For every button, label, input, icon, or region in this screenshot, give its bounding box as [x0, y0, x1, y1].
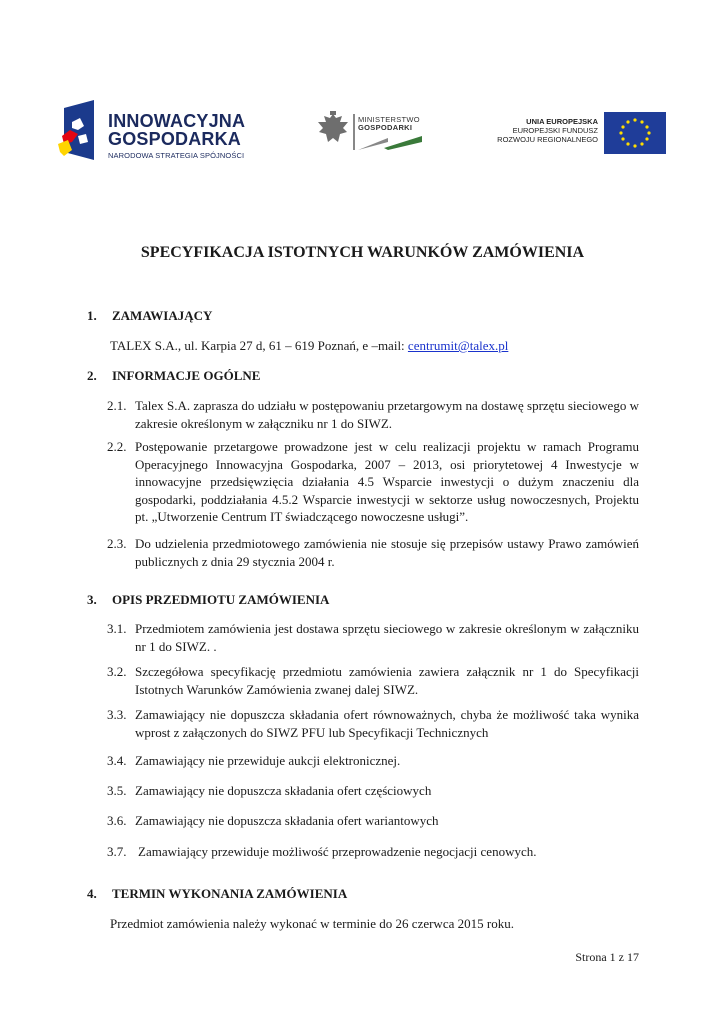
section-2-heading: [87, 368, 260, 384]
item-number: 3.3.: [107, 707, 127, 722]
logo-innowacyjna-gospodarka: [58, 98, 258, 162]
list-item: [107, 752, 639, 770]
page-number: Strona 1 z 17: [575, 950, 639, 964]
section-title: INFORMACJE OGÓLNE: [112, 368, 261, 383]
section-4-heading: [87, 886, 347, 902]
item-number: 3.1.: [107, 621, 127, 636]
eu-flag-icon: [604, 112, 666, 154]
section-1-text: [110, 337, 640, 355]
item-number: 2.1.: [107, 398, 127, 413]
document-title: SPECYFIKACJA ISTOTNYCH WARUNKÓW ZAMÓWIENIA: [140, 244, 585, 261]
list-item: [107, 812, 639, 830]
section-number: 3.: [87, 592, 97, 607]
item-number: 3.7.: [107, 844, 127, 859]
item-text: Zamawiający nie dopuszcza składania ofert wariantowych: [135, 813, 439, 828]
item-number: 3.5.: [107, 783, 127, 798]
section-title: OPIS PRZEDMIOTU ZAMÓWIENIA: [112, 592, 330, 607]
list-item: [107, 535, 639, 571]
list-item: [107, 843, 639, 861]
ig-subtitle: NARODOWA STRATEGIA SPÓJNOŚCI: [108, 151, 245, 160]
item-text: Przedmiotem zamówienia jest dostawa sprzętu sieciowego w zakresie określonym w załączniku nr 1 do SIWZ. .: [135, 621, 639, 654]
address-text: TALEX S.A., ul. Karpia 27 d, 61 – 619 Poznań, e –mail:: [110, 338, 408, 353]
list-item: [107, 706, 639, 742]
section-number: 1.: [87, 308, 97, 323]
item-text: Postępowanie przetargowe prowadzone jest w celu realizacji projektu w ramach Programu Operacyjnego Innowacyjna Gospodarka, 2007 – 2013, osi priorytetowej 4 Inwestycje w innowacyjne przedsięwzięcia działania 4.5 Wsparcie inwestycji o dużym znaczeniu dla gospodarki, poddziałania 4.5.2 Wsparcie inwestycji w sektorze usług nowoczesnych, Projektu pt. „Utworzenie Centrum IT świadczącego nowoczesne usługi”.: [135, 439, 639, 524]
ministry-line1: MINISTERSTWO: [358, 115, 420, 124]
section-4-text: Przedmiot zamówienia należy wykonać w terminie do 26 czerwca 2015 roku.: [110, 916, 514, 931]
ig-emblem-icon: [58, 100, 98, 160]
item-text: Do udzielenia przedmiotowego zamówienia nie stosuje się przepisów ustawy Prawo zamówień publicznych z dnia 29 stycznia 2004 r.: [135, 536, 639, 569]
item-text: Zamawiający nie dopuszcza składania ofert równoważnych, chyba że możliwość taka wynika wprost z załączonych do SIWZ PFU lub Specyfikacji Technicznych: [135, 707, 639, 740]
section-number: 2.: [87, 368, 97, 383]
item-number: 3.4.: [107, 753, 127, 768]
item-text: Talex S.A. zaprasza do udziału w postępowaniu przetargowym na dostawę sprzętu sieciowego w zakresie określonym w załączniku nr 1 do SIWZ.: [135, 398, 639, 431]
eu-line1: UNIA EUROPEJSKA: [526, 117, 598, 126]
polish-eagle-icon: [316, 110, 350, 150]
email-link[interactable]: centrumit@talex.pl: [407, 338, 509, 353]
list-item: [107, 663, 639, 699]
section-title: TERMIN WYKONANIA ZAMÓWIENIA: [112, 886, 348, 901]
ministry-stripes-icon: [358, 136, 422, 150]
list-item: [107, 782, 639, 800]
section-title: ZAMAWIAJĄCY: [112, 308, 213, 323]
ig-line2: GOSPODARKA: [108, 129, 242, 149]
item-number: 2.2.: [107, 439, 127, 454]
item-text: Zamawiający nie dopuszcza składania ofert częściowych: [135, 783, 432, 798]
ministry-line2: GOSPODARKI: [358, 123, 413, 132]
item-text: Zamawiający nie przewiduje aukcji elektronicznej.: [135, 753, 401, 768]
list-item: [107, 438, 639, 528]
eu-line2: EUROPEJSKI FUNDUSZ: [512, 126, 598, 135]
list-item: [107, 397, 639, 433]
item-number: 3.6.: [107, 813, 127, 828]
ig-line1: INNOWACYJNA: [108, 111, 246, 131]
item-text: Zamawiający przewiduje możliwość przeprowadzenie negocjacji cenowych.: [138, 844, 537, 859]
section-number: 4.: [87, 886, 97, 901]
item-number: 3.2.: [107, 664, 127, 679]
item-text: Szczegółowa specyfikację przedmiotu zamówienia zawiera załącznik nr 1 do Specyfikacji Istotnych Warunków Zamówienia zwanej dalej SIWZ.: [135, 664, 639, 697]
section-1-heading: [87, 308, 212, 324]
item-number: 2.3.: [107, 536, 127, 551]
list-item: [107, 620, 639, 656]
logo-ministerstwo-gospodarki: [316, 110, 426, 154]
logo-unia-europejska: [495, 112, 670, 156]
section-3-heading: [87, 592, 329, 608]
eu-line3: ROZWOJU REGIONALNEGO: [497, 135, 598, 144]
